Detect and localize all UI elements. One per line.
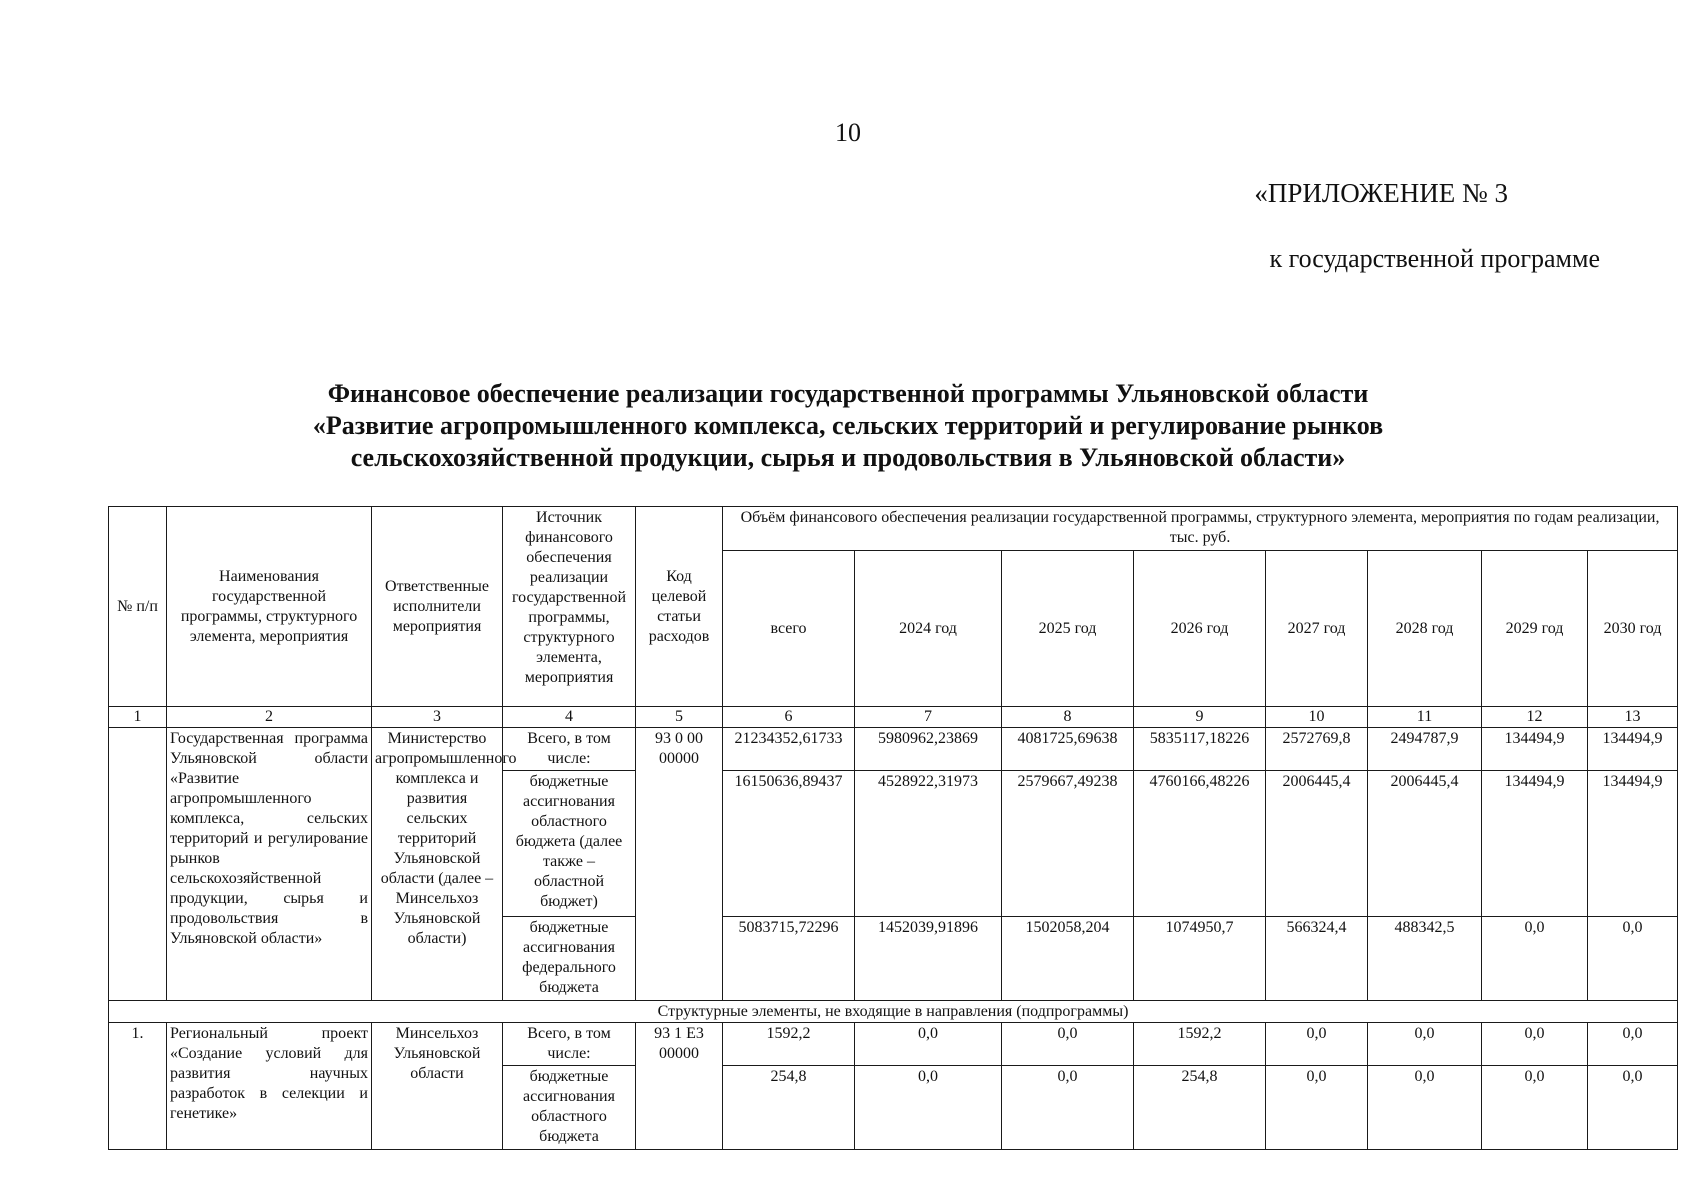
program-code: 93 0 00 00000 bbox=[636, 728, 723, 1001]
column-number: 13 bbox=[1588, 707, 1678, 728]
column-number: 6 bbox=[723, 707, 855, 728]
header-year-total: всего bbox=[723, 551, 855, 707]
value-cell: 2494787,9 bbox=[1368, 728, 1482, 771]
header-year-2027: 2027 год bbox=[1266, 551, 1368, 707]
value-cell: 1502058,204 bbox=[1002, 917, 1134, 1001]
value-cell: 0,0 bbox=[1482, 917, 1588, 1001]
appendix-subtitle: к государственной программе bbox=[1269, 244, 1600, 273]
appendix-title: «ПРИЛОЖЕНИЕ № 3 bbox=[1254, 178, 1508, 208]
value-cell: 21234352,61733 bbox=[723, 728, 855, 771]
value-cell: 16150636,89437 bbox=[723, 771, 855, 917]
column-number: 5 bbox=[636, 707, 723, 728]
column-number: 12 bbox=[1482, 707, 1588, 728]
project-name: Региональный проект «Создание условий для развития научных разработок в селекции и генетике» bbox=[167, 1023, 372, 1150]
value-cell: 0,0 bbox=[1588, 917, 1678, 1001]
value-cell: 2572769,8 bbox=[1266, 728, 1368, 771]
value-cell: 134494,9 bbox=[1482, 771, 1588, 917]
value-cell: 0,0 bbox=[855, 1023, 1002, 1066]
value-cell: 0,0 bbox=[1266, 1066, 1368, 1150]
column-number: 10 bbox=[1266, 707, 1368, 728]
document-title bbox=[170, 378, 1526, 474]
value-cell: 0,0 bbox=[1002, 1023, 1134, 1066]
program-executors: Министерство агропромышленного комплекса и развития сельских территорий Ульяновской области (далее – Минсельхоз Ульяновской области) bbox=[372, 728, 503, 1001]
section-title: Структурные элементы, не входящие в направления (подпрограммы) bbox=[109, 1001, 1678, 1023]
column-number: 3 bbox=[372, 707, 503, 728]
value-cell: 0,0 bbox=[1482, 1066, 1588, 1150]
program-name: Государственная программа Ульяновской области «Развитие агропромышленного комплекса, сельских территорий и регулирование рынков сельскохозяйственной продукции, сырья и продовольствия в Ульяновской области» bbox=[167, 728, 372, 1001]
project-source-regional: бюджетные ассигнования областного бюджета bbox=[503, 1066, 636, 1150]
value-cell: 254,8 bbox=[723, 1066, 855, 1150]
value-cell: 4081725,69638 bbox=[1002, 728, 1134, 771]
header-year-2026: 2026 год bbox=[1134, 551, 1266, 707]
value-cell: 1592,2 bbox=[1134, 1023, 1266, 1066]
header-executors: Ответственные исполнители мероприятия bbox=[372, 507, 503, 707]
title-line-1: Финансовое обеспечение реализации государственной программы Ульяновской области bbox=[327, 379, 1369, 408]
financing-table bbox=[108, 506, 1678, 1150]
column-number: 7 bbox=[855, 707, 1002, 728]
section-row bbox=[109, 1001, 1678, 1023]
project-num: 1. bbox=[109, 1023, 167, 1150]
value-cell: 0,0 bbox=[1588, 1066, 1678, 1150]
value-cell: 1074950,7 bbox=[1134, 917, 1266, 1001]
value-cell: 0,0 bbox=[1368, 1066, 1482, 1150]
table-row bbox=[109, 1023, 1678, 1066]
title-line-3: сельскохозяйственной продукции, сырья и продовольствия в Ульяновской области» bbox=[350, 443, 1346, 472]
value-cell: 0,0 bbox=[1002, 1066, 1134, 1150]
value-cell: 1452039,91896 bbox=[855, 917, 1002, 1001]
project-source-total: Всего, в том числе: bbox=[503, 1023, 636, 1066]
value-cell: 4528922,31973 bbox=[855, 771, 1002, 917]
header-row bbox=[109, 507, 1678, 551]
value-cell: 2579667,49238 bbox=[1002, 771, 1134, 917]
program-source-total: Всего, в том числе: bbox=[503, 728, 636, 771]
value-cell: 134494,9 bbox=[1482, 728, 1588, 771]
value-cell: 134494,9 bbox=[1588, 728, 1678, 771]
program-num-cell bbox=[109, 728, 167, 1001]
column-number: 4 bbox=[503, 707, 636, 728]
header-num: № п/п bbox=[109, 507, 167, 707]
column-number: 9 bbox=[1134, 707, 1266, 728]
header-volume: Объём финансового обеспечения реализации государственной программы, структурного элемента, мероприятия по годам реализации, тыс. руб. bbox=[723, 507, 1678, 551]
value-cell: 5083715,72296 bbox=[723, 917, 855, 1001]
table-row bbox=[109, 728, 1678, 771]
header-year-2025: 2025 год bbox=[1002, 551, 1134, 707]
value-cell: 1592,2 bbox=[723, 1023, 855, 1066]
header-year-2024: 2024 год bbox=[855, 551, 1002, 707]
header-year-2028: 2028 год bbox=[1368, 551, 1482, 707]
column-number: 11 bbox=[1368, 707, 1482, 728]
program-source-federal: бюджетные ассигнования федерального бюджета bbox=[503, 917, 636, 1001]
project-code: 93 1 Е3 00000 bbox=[636, 1023, 723, 1150]
column-number: 1 bbox=[109, 707, 167, 728]
header-source: Источник финансового обеспечения реализации государственной программы, структурного элемента, мероприятия bbox=[503, 507, 636, 707]
value-cell: 2006445,4 bbox=[1368, 771, 1482, 917]
column-number: 2 bbox=[167, 707, 372, 728]
program-source-regional: бюджетные ассигнования областного бюджета (далее также – областной бюджет) bbox=[503, 771, 636, 917]
header-year-2029: 2029 год bbox=[1482, 551, 1588, 707]
value-cell: 0,0 bbox=[1368, 1023, 1482, 1066]
value-cell: 0,0 bbox=[855, 1066, 1002, 1150]
value-cell: 4760166,48226 bbox=[1134, 771, 1266, 917]
header-code: Код целевой статьи расходов bbox=[636, 507, 723, 707]
column-numbers-row bbox=[109, 707, 1678, 728]
value-cell: 0,0 bbox=[1482, 1023, 1588, 1066]
value-cell: 2006445,4 bbox=[1266, 771, 1368, 917]
value-cell: 134494,9 bbox=[1588, 771, 1678, 917]
column-number: 8 bbox=[1002, 707, 1134, 728]
value-cell: 0,0 bbox=[1588, 1023, 1678, 1066]
value-cell: 5835117,18226 bbox=[1134, 728, 1266, 771]
value-cell: 488342,5 bbox=[1368, 917, 1482, 1001]
value-cell: 5980962,23869 bbox=[855, 728, 1002, 771]
header-year-2030: 2030 год bbox=[1588, 551, 1678, 707]
header-name: Наименования государственной программы, структурного элемента, мероприятия bbox=[167, 507, 372, 707]
project-executors: Минсельхоз Ульяновской области bbox=[372, 1023, 503, 1150]
page-number: 10 bbox=[835, 118, 861, 147]
value-cell: 0,0 bbox=[1266, 1023, 1368, 1066]
value-cell: 254,8 bbox=[1134, 1066, 1266, 1150]
title-line-2: «Развитие агропромышленного комплекса, сельских территорий и регулирование рынков bbox=[312, 411, 1384, 440]
value-cell: 566324,4 bbox=[1266, 917, 1368, 1001]
